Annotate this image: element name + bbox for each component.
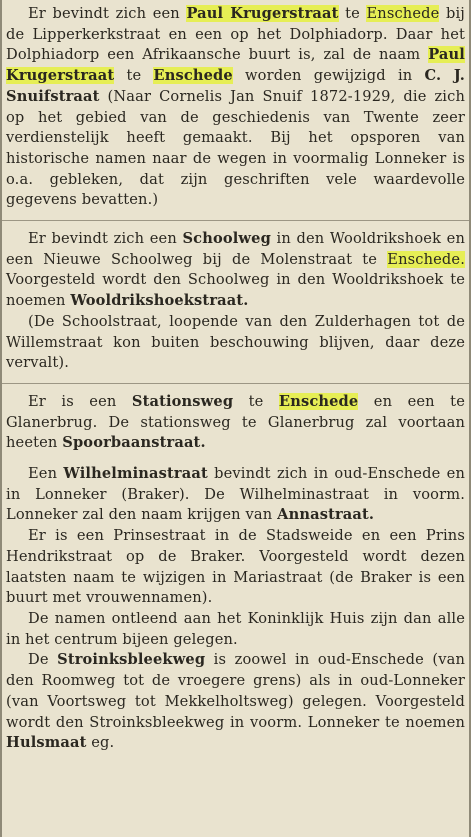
paragraph-koninklijk-huis: De namen ontleend aan het Koninklijk Huis zijn dan alle in het centrum bijeen gelegen. xyxy=(6,609,465,648)
street-name-bold: Stationsweg xyxy=(131,392,234,410)
paragraph-gap xyxy=(6,454,465,464)
highlight-paul-krugerstraat: Paul Krugerstraat xyxy=(6,46,465,85)
paragraph-paul-krugerstraat: Er bevindt zich een Paul Krugerstraat te Enschede bij de Lipperkerkstraat en een op het Dolphiadorp. Daar het Dolphiadorp een Afrikaansche buurt is, zal de naam Paul Krugerstraat te Enschede worden gewijzigd in C. J. Snuifstraat (Naar Cornelis Jan Snuif 1872-1929, die zich op het gebied van de geschiedenis van Twente zeer verdienstelijk heeft gemaakt. Bij het opsporen van historische namen naar de wegen in voormalig Lonneker is o.a. gebleken, dat zijn geschriften vele waardevolle gegevens bevatten.) xyxy=(6,5,466,209)
street-name-bold: Wooldrikshoekstraat. xyxy=(70,292,249,310)
paragraph-schoolstraat-note: (De Schoolstraat, loopende van den Zulderhagen tot de Willemstraat kon buiten beschouwing blijven, daar deze vervalt). xyxy=(6,312,465,372)
street-name-bold: Hulsmaat xyxy=(6,734,87,752)
paragraph-prinsestraat: Er is een Prinsestraat in de Stadsweide en een Prins Hendrikstraat op de Braker. Voorgesteld wordt dezen laatsten naam te wijzigen in Mariastraat (de Braker is een buurt met vrouwennamen). xyxy=(6,527,465,607)
highlight-enschede: Enschede xyxy=(366,5,440,22)
paragraph-schoolweg: Er bevindt zich een Schoolweg in den Wooldrikshoek en een Nieuwe Schoolweg bij de Molenstraat te Enschede. Voorgesteld wordt den Schoolweg in den Wooldrikshoek te noemen Wooldrikshoekstraat. xyxy=(6,230,465,310)
street-name-bold: Annastraat. xyxy=(277,506,375,524)
highlight-enschede: Enschede. xyxy=(387,250,465,268)
highlight-enschede: Enschede xyxy=(278,392,359,410)
column-rule-left xyxy=(0,0,2,837)
street-name-bold: C. J. Snuifstraat xyxy=(6,67,466,105)
section-divider xyxy=(0,383,471,384)
street-name-bold: Spoorbaanstraat. xyxy=(62,434,206,452)
street-name-bold: Stroinksbleekweg xyxy=(57,651,206,669)
paragraph-wilhelminastraat: Een Wilhelminastraat bevindt zich in oud-Enschede en in Lonneker (Braker). De Wilhelminastraat in voorm. Lonneker zal den naam krijgen van Annastraat. xyxy=(6,465,465,524)
paragraph-stationsweg: Er is een Stationsweg te Enschede en een te Glanerbrug. De stationsweg te Glanerbrug zal voortaan heeten Spoorbaanstraat. xyxy=(6,392,465,452)
paragraph-stroinksbleekweg: De Stroinksbleekweg is zoowel in oud-Enschede (van den Roomweg tot de vroegere grens) als in oud-Lonneker (van Voortsweg tot Mekkelholtsweg) gelegen. Voorgesteld wordt den Stroinksbleekweg in voorm. Lonneker te noemen Hulsmaat eg. xyxy=(6,651,465,752)
highlight-enschede: Enschede xyxy=(153,67,233,85)
street-name-bold: Wilhelminastraat xyxy=(63,465,208,483)
highlight-paul-krugerstraat: Paul Krugerstraat xyxy=(186,5,339,22)
section-divider xyxy=(0,220,471,221)
street-name-bold: Schoolweg xyxy=(182,230,271,248)
